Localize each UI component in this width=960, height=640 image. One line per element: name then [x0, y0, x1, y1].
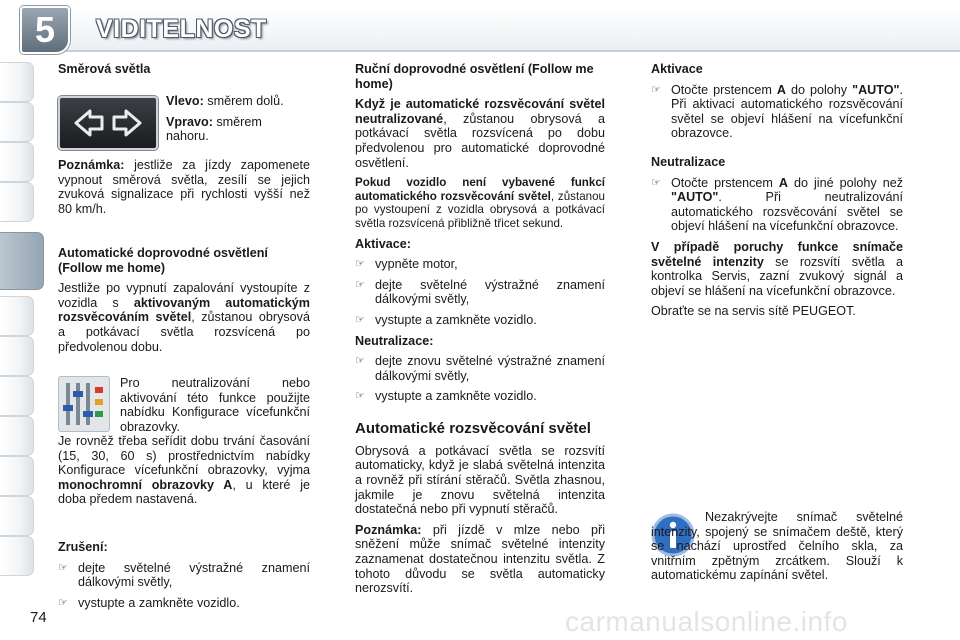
- chapter-tab-1: [0, 62, 34, 102]
- section-title-manual-follow-me: Ruční doprovodné osvětlení (Follow me home): [355, 62, 594, 91]
- note-label: Poznámka:: [58, 158, 125, 172]
- section-title-direction-lights: Směrová světla: [58, 62, 151, 76]
- chapter-tab-7: [0, 336, 34, 376]
- activation-title: Aktivace:: [355, 236, 412, 251]
- turn-signal-icon: [58, 96, 158, 150]
- direction-note: [58, 158, 310, 222]
- section-title-auto-lights: Automatické rozsvěcování světel: [355, 419, 591, 437]
- auto-note-label: Poznámka:: [355, 522, 422, 537]
- chapter-tab-rail: [0, 0, 48, 640]
- config-p2-bold: monochromní obrazovky A: [58, 477, 233, 492]
- chapter-tab-11: [0, 496, 34, 536]
- bullet-hand-icon: ☞: [651, 175, 661, 189]
- list-item: ☞ vystupte a zamkněte vozidlo.: [355, 312, 537, 327]
- bullet-hand-icon: ☞: [58, 595, 68, 609]
- auto-note-text: při jízdě v mlze nebo při sněžení může snímač světelné intenzity zaznamenat dostatečnou intenzitu světla. Z tohoto důvodu se světla automaticky nerozsvítí.: [355, 522, 605, 596]
- config-note: [120, 376, 310, 434]
- watermark: carmanualsonline.info: [565, 606, 848, 637]
- cancel-section: [58, 540, 310, 616]
- column-3: [651, 62, 903, 325]
- manual-p1-bold: Když je automatické rozsvěcování světel neutralizované: [355, 97, 605, 126]
- manual-p1-text: , zůstanou obrysová a potkávací světla rozsvícená po dobu předvolenou pro automatické doprovodné osvětlení.: [355, 111, 605, 170]
- chapter-tab-5-active: [0, 232, 44, 290]
- config-note-2: [58, 434, 310, 513]
- follow-me-text: Jestliže po vypnutí zapalování vystoupíte z vozidla s: [58, 281, 310, 310]
- follow-me-text-end: , zůstanou obrysová a potkávací světla rozsvícená po předvolenou dobu.: [58, 310, 310, 354]
- list-item: ☞ dejte znovu světelné výstražné znamení dálkovými světly,: [355, 354, 605, 383]
- list-item: ☞ Otočte prstencem A do jiné polohy než "AUTO". Při neutralizování automatického rozsvěcování světel se objeví hlášení na vícefunkční obrazovce.: [651, 175, 904, 234]
- manual-p2-text: , zůstanou po vystoupení z vozidla obrysová a potkávací světla rozsvícená přibližně třicet sekund.: [355, 189, 605, 230]
- chapter-tab-10: [0, 456, 34, 496]
- column-2: [355, 62, 605, 602]
- chapter-tab-2: [0, 102, 34, 142]
- bullet-hand-icon: ☞: [355, 389, 365, 403]
- list-item: ☞ dejte světelné výstražné znamení dálkovými světly,: [355, 277, 605, 307]
- list-item: ☞ vystupte a zamkněte vozidlo.: [355, 389, 537, 404]
- page-title: VIDITELNOST: [96, 15, 267, 43]
- chapter-tab-12: [0, 536, 34, 576]
- list-item: ☞ dejte světelné výstražné znamení dálkovými světly,: [58, 560, 310, 590]
- bullet-hand-icon: ☞: [58, 560, 68, 574]
- chapter-tab-8: [0, 376, 34, 416]
- right-text: směrem nahoru.: [166, 114, 262, 144]
- chapter-tab-9: [0, 416, 34, 456]
- chapter-tab-6: [0, 296, 34, 336]
- config-p2-end: , u které je doba předem nastavená.: [58, 477, 310, 507]
- neutralization-title: Neutralizace:: [355, 333, 434, 348]
- bullet-hand-icon: ☞: [355, 312, 365, 326]
- chapter-tab-4: [0, 182, 34, 222]
- list-item: ☞ vypněte motor,: [355, 257, 458, 272]
- direction-legend: [166, 94, 298, 150]
- fault-bold: V případě poruchy funkce snímače světelné intenzity: [651, 239, 903, 269]
- cancel-title: Zrušení:: [58, 540, 108, 554]
- config-p2-text: Je rovněž třeba seřídit dobu trvání časování (15, 30, 60 s) prostřednictvím nabídky Konfigurace vícefunkční obrazovky, vyjma: [58, 434, 310, 478]
- follow-me-auto-section: [58, 246, 310, 360]
- page-number: 74: [30, 609, 47, 626]
- service-text: Obraťte se na servis sítě PEUGEOT.: [651, 304, 856, 319]
- note-text: jestliže za jízdy zapomenete vypnout směrová světla, zesílí se jejich zvuková signalizace při rychlosti vyšší než 80 km/h.: [58, 158, 310, 216]
- config-text: Pro neutralizování nebo aktivování této funkce použijte nabídku Konfigurace vícefunkční obrazovky.: [120, 376, 310, 434]
- config-menu-icon: [58, 376, 110, 432]
- chapter-number-badge: 5: [20, 6, 70, 54]
- bullet-hand-icon: ☞: [355, 257, 365, 271]
- list-item: ☞ Otočte prstencem A do polohy "AUTO". Při aktivaci automatického rozsvěcování světel se objeví hlášení na vícefunkční obrazovce.: [651, 82, 904, 141]
- bullet-hand-icon: ☞: [651, 82, 661, 96]
- bullet-hand-icon: ☞: [355, 354, 365, 368]
- info-text: Nezakrývejte snímač světelné intenzity, spojený se snímačem deště, který se nachází uprostřed čelního skla, za vnitřním zpětným zrcátkem. Slouží k automatickému zapínání světel.: [651, 510, 903, 583]
- section-title-auto-follow-me: Automatické doprovodné osvětlení (Follow me home): [58, 246, 268, 275]
- right-label: Vpravo:: [166, 114, 213, 129]
- info-note: [651, 510, 903, 589]
- manual-p2-bold: Pokud vozidlo není vybavené funkcí automatického rozsvěcování světel: [355, 176, 605, 203]
- bullet-hand-icon: ☞: [355, 277, 365, 291]
- column-1: [58, 62, 310, 83]
- fault-text: se rozsvítí světla a kontrolka Servis, zazní zvukový signál a objeví se hlášení na vícefunkční obrazovce.: [651, 254, 903, 298]
- activation-heading: Aktivace: [651, 62, 703, 76]
- left-text: směrem dolů.: [203, 94, 284, 108]
- auto-lights-text: Obrysová a potkávací světla se rozsvítí automaticky, když je slabá světelná intenzita a rovněž při stírání stěračů. Světla zhasnou, jakmile je znovu světelná intenzita dostatečná nebo při vypnutí stěračů.: [355, 443, 605, 517]
- follow-me-bold: aktivovaným automatickým rozsvěcováním světel: [58, 295, 310, 325]
- left-label: Vlevo:: [166, 94, 204, 108]
- neutralization-heading: Neutralizace: [651, 154, 726, 169]
- list-item: ☞ vystupte a zamkněte vozidlo.: [58, 595, 240, 610]
- chapter-tab-3: [0, 142, 34, 182]
